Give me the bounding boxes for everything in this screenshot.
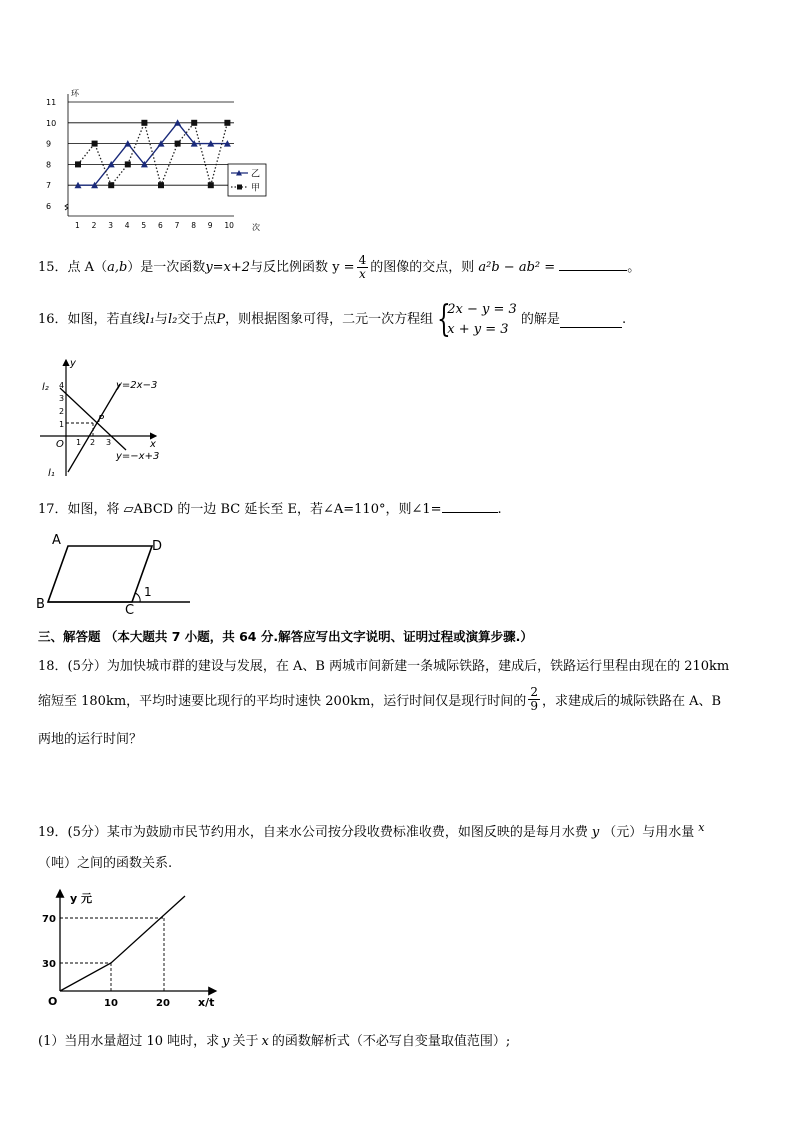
q17-parallelogram	[36, 530, 196, 614]
chart-ytick-6: 6	[46, 202, 52, 211]
q15-end: 。	[627, 260, 641, 275]
chart-xtick-1: 1	[75, 221, 80, 230]
q15-linear: y=x+2	[205, 260, 251, 275]
q19-line2: （吨）之间的函数关系.	[38, 856, 173, 871]
q16-line-l1	[68, 384, 120, 472]
q15-mid2: 与反比例函数	[250, 260, 329, 275]
q19-line1	[38, 821, 758, 840]
q19-ytick-70: 70	[42, 914, 56, 925]
q17-text: 17．如图，将 ▱ABCD 的一边 BC 延长至 E，若∠A=110°，则∠1=	[38, 502, 442, 517]
q16-ytick-3: 3	[59, 394, 65, 403]
q19-cost-line	[60, 896, 185, 991]
chart-xtick-6: 6	[158, 221, 163, 230]
chart-point-甲-1	[75, 161, 81, 167]
chart-ytick-10: 10	[46, 118, 57, 128]
q16-l1-label: l₁	[48, 468, 55, 479]
q16-x-label: x	[150, 439, 156, 450]
q16-origin: O	[56, 439, 64, 450]
q16-y-label: y	[70, 358, 76, 369]
q18-line2a: 缩短至 180km，平均时速要比现行的平均时速快 200km，运行时间仅是现行时间的	[38, 694, 527, 709]
q16-line2-label: y=−x+3	[116, 451, 160, 462]
question-15	[38, 254, 640, 281]
q16-text4: 的解是	[520, 312, 560, 327]
q18-frac-den: 9	[530, 699, 538, 713]
q17-label-b: B	[36, 597, 45, 612]
q19-x-label: x/t	[198, 996, 215, 1009]
q16-text1: 16．如图，若直线	[38, 312, 146, 327]
chart-series	[75, 119, 231, 188]
q16-ytick-2: 2	[59, 407, 65, 416]
q18-line3: 两地的运行时间？	[38, 732, 143, 747]
chart-xtick-8: 8	[191, 221, 196, 230]
q19-xtick-10: 10	[104, 998, 118, 1009]
q16-brace: {	[437, 299, 451, 340]
q17-label-c: C	[125, 603, 135, 614]
chart-ytick-11: 11	[46, 98, 57, 107]
chart-xtick-7: 7	[174, 221, 180, 230]
q19-sub1a: (1）当用水量超过 10 吨时，求	[38, 1034, 220, 1049]
q16-xtick-3: 3	[106, 438, 112, 447]
q18-frac-num: 2	[530, 685, 538, 699]
chart-point-甲-3	[108, 182, 114, 188]
chart-legend-label-乙: 乙	[251, 169, 261, 180]
q16-text2: 交于点	[177, 312, 217, 327]
q16-text3: ，则根据图象可得，二元一次方程组	[225, 312, 434, 327]
q16-equation-system	[437, 300, 517, 340]
q19-line1b: （元）与用水量	[603, 825, 695, 840]
chart-point-甲-2	[92, 141, 98, 147]
section-3-header: 三、解答题 （本大题共 7 小题，共 64 分.解答应写出文字说明、证明过程或演算步骤.）	[38, 629, 533, 644]
q19-ytick-30: 30	[42, 959, 56, 970]
q16-p: P	[216, 312, 226, 327]
chart-legend-label-甲: 甲	[251, 183, 261, 194]
q16-l2-label: l₂	[42, 382, 49, 393]
q16-answer-blank[interactable]	[560, 313, 622, 328]
q15-frac-den: x	[359, 267, 366, 281]
chart-legend-marker-甲	[237, 185, 242, 190]
q15-fraction	[357, 254, 369, 281]
q16-ytick-4: 4	[59, 381, 65, 390]
chart-series-line-甲	[78, 123, 227, 185]
q16-line1-label: y=2x−3	[116, 380, 158, 391]
chart-axes	[46, 89, 260, 232]
q16-graph	[38, 354, 170, 480]
chart-xtick-4: 4	[124, 221, 130, 230]
chart-point-甲-5	[141, 120, 147, 126]
q19-var-x: x	[698, 821, 705, 834]
q19-sub1-y: y	[222, 1034, 230, 1049]
q16-xtick-1: 1	[76, 438, 82, 447]
q15-expression: a²b − ab² =	[478, 260, 556, 275]
chart-xtick-10: 10	[224, 221, 234, 230]
chart-xtick-5: 5	[141, 221, 147, 230]
q15-frac-num: 4	[358, 253, 367, 267]
q19-var-y: y	[591, 825, 600, 840]
chart-ytick-7: 7	[46, 181, 52, 191]
q18-line1: 18．(5分）为加快城市群的建设与发展，在 A、B 两城市间新建一条城际铁路，建成后，铁路运行里程由现在的 210km	[38, 659, 730, 674]
q15-answer-blank[interactable]	[559, 256, 627, 271]
q16-eq1: 2x − y = 3	[447, 302, 517, 317]
q16-l1: l₁	[145, 312, 155, 327]
chart-xtick-9: 9	[207, 221, 213, 230]
q19-sub1b: 关于	[232, 1034, 259, 1049]
q19-line1a: 19．(5分）某市为鼓励市民节约用水，自来水公司按分段收费标准收费，如图反映的是每月水费	[38, 825, 588, 840]
chart-point-甲-7	[175, 141, 181, 147]
q16-and: 与	[154, 312, 168, 327]
chart-ytick-9: 9	[46, 139, 52, 149]
chart-point-甲-10	[224, 120, 230, 126]
chart-point-甲-4	[125, 161, 131, 167]
chart-xtick-2: 2	[91, 221, 97, 230]
q19-sub1-x: x	[261, 1034, 269, 1049]
q16-ytick-1: 1	[59, 420, 65, 429]
q18-fraction	[528, 686, 540, 713]
q17-label-a: A	[52, 533, 61, 548]
q15-mid1: ）是一次函数	[127, 260, 206, 275]
chart-point-甲-6	[158, 182, 164, 188]
q17-label-d: D	[152, 539, 163, 554]
chart-xtick-3: 3	[108, 221, 113, 230]
chart-legend	[228, 164, 266, 196]
question-17	[38, 498, 502, 520]
q18-line2	[38, 686, 758, 713]
q16-end: .	[621, 312, 627, 327]
shooting-score-chart	[38, 88, 270, 233]
chart-y-label: 环	[71, 89, 79, 98]
q15-yeq: y =	[332, 260, 355, 275]
q17-angle-arc	[135, 593, 140, 602]
q16-p-label: P	[98, 414, 105, 425]
q16-l2: l₂	[167, 312, 178, 327]
q19-y-label: y 元	[70, 892, 92, 905]
chart-ytick-8: 8	[46, 160, 52, 170]
q19-graph	[38, 884, 228, 1010]
q15-mid3: 的图像的交点，则	[370, 260, 475, 275]
q18-line2b: ，求建成后的城际铁路在 A、B	[541, 694, 722, 709]
q15-prefix: 15．点 A（	[38, 260, 108, 275]
q19-sub1c: 的函数解析式（不必写自变量取值范围）;	[271, 1034, 511, 1049]
q19-origin: O	[48, 995, 58, 1008]
q17-label-angle: 1	[144, 585, 152, 599]
q16-eq2: x + y = 3	[447, 322, 509, 337]
q17-answer-blank[interactable]	[442, 498, 498, 513]
chart-x-label: 次	[252, 223, 260, 232]
q16-xtick-2: 2	[90, 438, 96, 447]
chart-legend-box	[228, 164, 266, 196]
chart-point-甲-9	[208, 182, 214, 188]
q15-coord: a,b	[107, 260, 128, 275]
q17-end: .	[497, 502, 502, 517]
chart-axis-break	[65, 204, 68, 210]
chart-point-甲-8	[191, 120, 197, 126]
question-16	[38, 300, 626, 340]
q19-sub1	[38, 1030, 758, 1049]
q19-xtick-20: 20	[156, 998, 170, 1009]
